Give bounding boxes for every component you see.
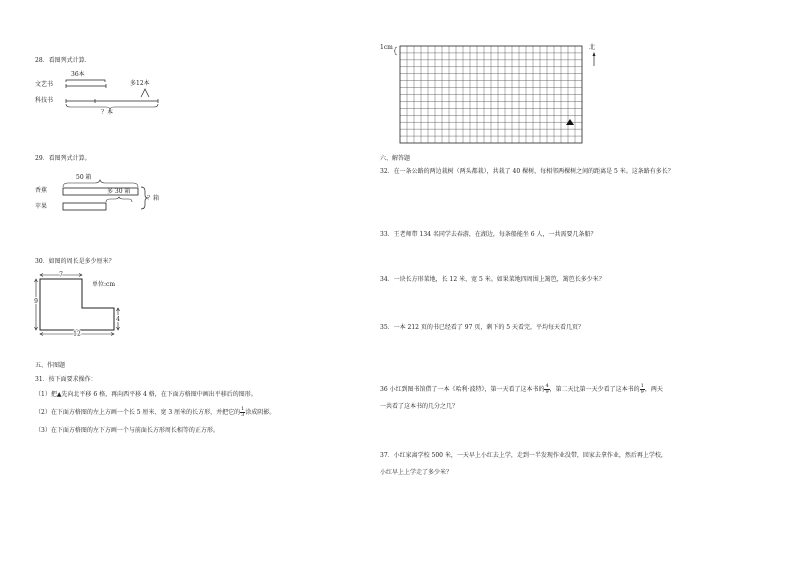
q36-part-c: ，两天: [644, 386, 663, 393]
section5-title: 五、作图题: [35, 362, 66, 369]
q31-title: 31．按下面要求操作：: [35, 376, 97, 383]
q31-step3: （3）在下面方格图的左下方画一个与前面长方形周长相等的正方形。: [35, 427, 219, 434]
q36-f1-den: 9: [545, 389, 549, 395]
q36-f2-num: 1: [640, 383, 644, 389]
q34: 34．一块长方形菜地，长 12 米，宽 5 米。如果菜地四周围上篱笆，篱笆长多少米？: [380, 276, 605, 283]
q36-f1-num: 4: [545, 383, 549, 389]
q29-title: 29．看图列式计算。: [35, 155, 91, 162]
q29-top-value: 50 箱: [76, 174, 92, 181]
q28-question: ？本: [101, 109, 114, 116]
q29-diff: 多 30 箱: [107, 188, 131, 195]
q31-step2-den: 3: [241, 412, 245, 418]
q30-title: 30．如图的周长是多少厘米？: [35, 258, 115, 265]
q28-label-a: 文艺书: [35, 81, 54, 88]
q31-step2-num: 1: [241, 406, 245, 412]
q31-step2-pre: （2）在下面方格图的左上方画一个长 5 厘米、宽 3 厘米的长方形，并把它的: [35, 409, 241, 416]
north-label: 北: [589, 44, 596, 51]
q35: 35．一本 212 页的书已经看了 97 页，剩下的 5 天看完，平均每天看几页？: [380, 324, 584, 331]
q32: 32．在一条公路的两边栽树（两头都栽），共栽了 40 棵树，每相邻两棵树之间的距离是 5 米。这条路有多长？: [380, 168, 674, 175]
q33: 33．王老师带 134 名同学去春游，在湖边，每条船能坐 6 人，一共需要几条船？: [380, 231, 597, 238]
q36-line1: [380, 384, 663, 395]
q30-dim-right: 4: [116, 316, 120, 323]
grid-scale-label: 1cm: [380, 44, 393, 51]
q37-line2: 小红早上上学走了多少米？: [380, 469, 453, 476]
q29-label-a: 香蕉: [35, 187, 48, 194]
q28-label-b: 科技书: [35, 97, 54, 104]
q28-more: 多12本: [130, 80, 150, 87]
triangle-marker: [566, 119, 574, 125]
q36-line2: 一共看了这本书的几分之几？: [380, 403, 459, 410]
q28-top-value: 36本: [71, 71, 85, 78]
q36-part-a: 36 小红到图书馆借了一本《哈利·波特》，第一天看了这本书的: [380, 386, 545, 393]
q30-dim-left: 9: [34, 298, 38, 305]
q30-dim-top: 7: [59, 271, 63, 279]
q36-f2-den: 9: [640, 389, 644, 395]
q29-label-b: 苹果: [35, 203, 48, 210]
q30-dim-bottom: 12: [73, 330, 81, 338]
section6-title: 六、解答题: [380, 155, 411, 162]
q36-part-b: ，第二天比第一天少看了这本书的: [549, 386, 640, 393]
q37-line1: 37．小红家离学校 500 米，一天早上小红去上学，走到一半发现作业没带，回家去拿作业，然后再上学校，: [380, 452, 667, 459]
q31-step2-post: 涂成阴影。: [245, 409, 276, 416]
q30-unit: 单位:cm: [92, 281, 116, 288]
q28-title: 28．看图列式计算．: [35, 57, 91, 64]
q29-question: ？箱: [147, 195, 160, 202]
q31-step1: （1）把▲先向北平移 6 格，再向西平移 4 格，在下面方格图中画出平移后的图形。: [35, 391, 257, 398]
